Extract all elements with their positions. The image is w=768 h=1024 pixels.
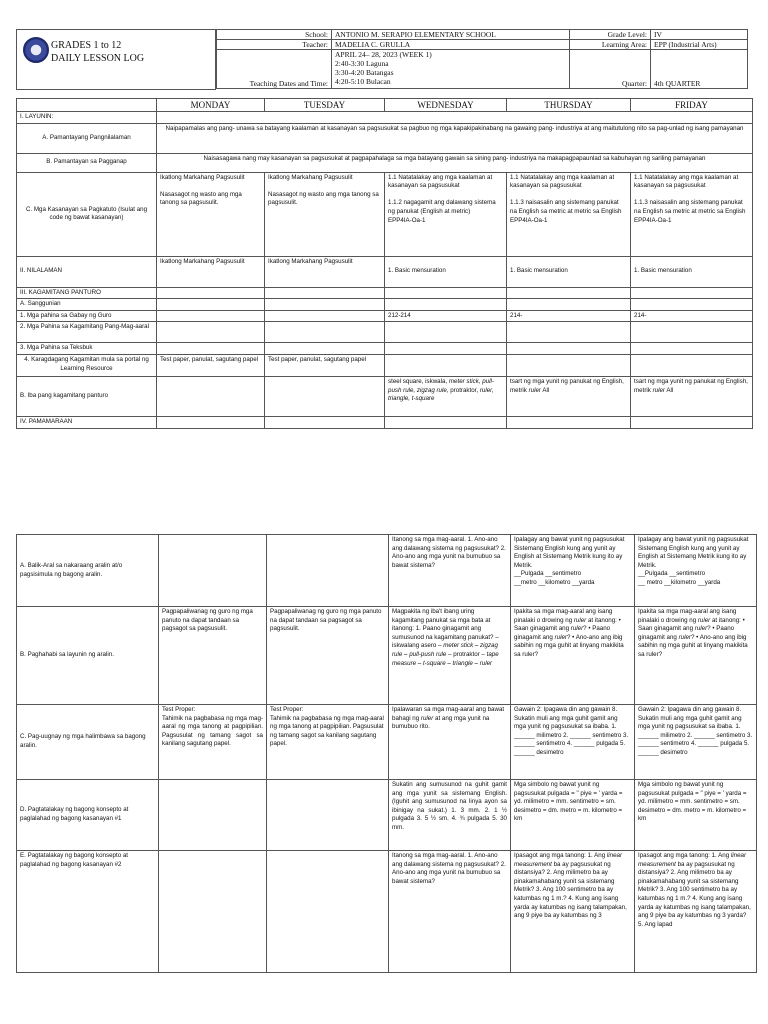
blank-cell bbox=[157, 287, 265, 299]
blank-cell bbox=[157, 322, 265, 343]
blank-cell bbox=[265, 376, 385, 416]
blank-cell bbox=[157, 416, 265, 428]
text-run-italic: linear measurement bbox=[638, 852, 747, 868]
text-run: Ipakita sa mga mag-aaral ang isang pinalaki o drowing ng bbox=[514, 608, 613, 624]
text-run: tsart ng mga yunit ng panukat ng English, metrik bbox=[634, 377, 748, 394]
row-label-teksbuk: 3. Mga Pahina sa Teksbuk bbox=[17, 343, 157, 355]
pag-uugnay-wednesday bbox=[389, 705, 511, 780]
pagtatalakay-1-friday: Mga simbolo ng bawat yunit ng pagsusukat pulgada = " piye = ' yarda = yd. milimetro = mm. sentimetro = sm. desimetro = dm. metro = m. kilometro = km bbox=[635, 780, 757, 851]
log-title bbox=[51, 39, 144, 65]
blank-cell bbox=[385, 287, 507, 299]
iba-pa-friday bbox=[631, 376, 753, 416]
text-run: All bbox=[540, 386, 550, 394]
deped-seal-icon bbox=[23, 37, 49, 63]
text-run: steel square, iskwala, bbox=[388, 377, 449, 385]
learning-area-value: EPP (Industrial Arts) bbox=[651, 40, 748, 50]
paghahabi-friday bbox=[635, 607, 757, 705]
blank-cell bbox=[385, 354, 507, 376]
blank-cell bbox=[631, 299, 753, 311]
day-monday: MONDAY bbox=[157, 99, 265, 112]
nilalaman-tuesday: Ikatlong Markahang Pagsusulit bbox=[265, 256, 385, 287]
teacher-label: Teacher: bbox=[217, 40, 332, 50]
blank-cell bbox=[157, 299, 265, 311]
grade-level-label: Grade Level: bbox=[570, 30, 651, 40]
blank-cell bbox=[265, 299, 385, 311]
text-run: All bbox=[664, 386, 674, 394]
kasanayan-tuesday: Ikatlong Markahang Pagsusulit Nasasagot ng wasto ang mga tanong sa pagsusulit. bbox=[265, 172, 385, 256]
row-label-pamantayan-sa-pagganap: B. Pamantayan sa Pagganap bbox=[17, 153, 157, 172]
teaching-dates-value bbox=[332, 50, 570, 89]
blank-cell bbox=[385, 299, 507, 311]
nilalaman-thursday: 1. Basic mensuration bbox=[507, 256, 631, 287]
blank-cell bbox=[159, 780, 267, 851]
gabay-friday: 214- bbox=[631, 310, 753, 322]
row-label-balik-aral: A. Balik-Aral sa nakaraang aralin at/o pagsisimula ng bagong aralin. bbox=[17, 535, 159, 607]
paghahabi-wednesday bbox=[389, 607, 511, 705]
paghahabi-thursday bbox=[511, 607, 635, 705]
blank-cell bbox=[631, 322, 753, 343]
text-run: protraktor, bbox=[448, 386, 480, 394]
text-run: – protraktor – bbox=[446, 650, 487, 658]
row-label-gabay-ng-guro: 1. Mga pahina sa Gabay ng Guro bbox=[17, 310, 157, 322]
corner-cell bbox=[17, 99, 157, 112]
text-run-italic: ruler bbox=[573, 616, 587, 624]
blank-cell bbox=[507, 343, 631, 355]
row-label-pagtatalakay-1: D. Pagtatalakay ng bagong konsepto at paglalahad ng bagong kasanayan #1 bbox=[17, 780, 159, 851]
text-run: ? • Ano-ano ang ibig sabihin ng mga guhit at linyang makikita sa ruler? bbox=[638, 633, 748, 658]
text-run-italic: tape measure – t-square – triangle – ruler bbox=[392, 650, 499, 667]
day-friday: FRIDAY bbox=[631, 99, 753, 112]
row-label-nilalaman: II. NILALAMAN bbox=[17, 256, 157, 287]
text-run-italic: ruler bbox=[697, 616, 711, 624]
title-grades: GRADES 1 to 12 bbox=[51, 40, 122, 51]
row-label-pamantayang-pangnilalaman: A. Pamantayang Pangnilalaman bbox=[17, 123, 157, 153]
blank-cell bbox=[267, 535, 389, 607]
pag-uugnay-monday: Test Proper: Tahimik na pagbabasa ng mga mag-aaral ng mga tanong at pagpipilian. Pagsusulat ng tamang sagot sa kanilang sagutang papel. bbox=[159, 705, 267, 780]
time-laguna: 2:40-3:30 Laguna bbox=[335, 59, 389, 68]
teaching-dates-label: Teaching Dates and Time: bbox=[217, 50, 332, 89]
iba-pa-thursday bbox=[507, 376, 631, 416]
pag-uugnay-friday: Gawain 2: Ipagawa din ang gawain 8. Sukatin muli ang mga guhit gamit ang mga yunit ng pagsusukat sa ibaba. 1. ______ milimetro 2. ______ sentimetro 3. ______ sentimetro 4. ______ pulgada 5. ______ desimetro bbox=[635, 705, 757, 780]
blank-cell bbox=[385, 322, 507, 343]
pag-uugnay-thursday: Gawain 2: Ipagawa din ang gawain 8. Sukatin muli ang mga guhit gamit ang mga yunit ng pagsusukat sa ibaba. 1. ______ milimetro 2. ______ sentimetro 3. ______ sentimetro 4. ______ pulgada 5. ______ desimetro bbox=[511, 705, 635, 780]
nilalaman-wednesday: 1. Basic mensuration bbox=[385, 256, 507, 287]
text-run: Ipasagot ang mga tanong: 1. Ang bbox=[514, 852, 607, 859]
text-run-italic: ruler bbox=[694, 625, 708, 633]
text-run: Magpakita ng iba't ibang uring kagamitang panukat sa mga bata at itanong: 1. Paano ginagamit ang sumusunod na kagamitang panukat? – iskwalang asero – bbox=[392, 608, 499, 650]
kasanayan-monday: Ikatlong Markahang Pagsusulit Nasasagot ng wasto ang mga tanong sa pagsusulit. bbox=[157, 172, 265, 256]
row-label-iba-pang-kagamitan: B. Iba pang kagamitang panturo bbox=[17, 376, 157, 416]
blank-cell bbox=[157, 376, 265, 416]
blank-cell bbox=[157, 343, 265, 355]
blank-cell bbox=[157, 310, 265, 322]
day-tuesday: TUESDAY bbox=[265, 99, 385, 112]
teacher-value: MADELIA C. GRULLA bbox=[332, 40, 570, 50]
nilalaman-friday: 1. Basic mensuration bbox=[631, 256, 753, 287]
text-run: Ipalawaran sa mga mag-aaral ang bawat bahagi ng bbox=[392, 706, 505, 722]
text-run-italic: ruler bbox=[652, 386, 665, 394]
blank-cell bbox=[507, 299, 631, 311]
row-label-pag-uugnay: C. Pag-uugnay ng mga halimbawa sa bagong aralin. bbox=[17, 705, 159, 780]
paghahabi-monday: Pagpapaliwanag ng guro ng mga panuto na dapat tandaan sa pagsagot sa pagsusulit. bbox=[159, 607, 267, 705]
header-info-table bbox=[216, 29, 748, 89]
blank-cell bbox=[385, 343, 507, 355]
blank-cell bbox=[265, 310, 385, 322]
text-run: ba ay pagsusukat ng distansiya? 2. Ang milimetro ba ay pinakamahabang yunit sa sistemang Metrik? 3. Ang 100 sentimetro ba ay katumbas ng 1 m.? 4. Kung ang isang yarda ay katumbas ng isang talampakan, ang 9 piye ba ay katumbas ng 3 bbox=[514, 860, 627, 920]
text-run: at ang mga yunit na bumubuo rito. bbox=[392, 714, 490, 731]
blank-cell bbox=[507, 322, 631, 343]
blank-cell bbox=[265, 343, 385, 355]
text-run: Ipakita sa mga mag-aaral ang isang pinalaki o drowing ng bbox=[638, 608, 737, 624]
row-label-paghahabi: B. Paghahabi sa layunin ng aralin. bbox=[17, 607, 159, 705]
blank-cell bbox=[631, 354, 753, 376]
lesson-log-table-1 bbox=[16, 98, 753, 429]
blank-cell bbox=[631, 343, 753, 355]
text-run: Ipasagot ang mga tanong: 1. Ang bbox=[638, 852, 731, 859]
blank-cell bbox=[159, 851, 267, 973]
school-label: School: bbox=[217, 30, 332, 40]
section-kagamitang-panturo: III. KAGAMITANG PANTURO bbox=[17, 287, 157, 299]
nilalaman-monday: Ikatlong Markahang Pagsusulit bbox=[157, 256, 265, 287]
grade-level-value: IV bbox=[651, 30, 748, 40]
pagtatalakay-2-thursday bbox=[511, 851, 635, 973]
time-batangas: 3:30-4:20 Batangas bbox=[335, 68, 394, 77]
text-run-italic: ruler bbox=[678, 633, 691, 641]
blank-cell bbox=[265, 416, 385, 428]
text-run: ? • Paano ginagamit ang bbox=[638, 625, 735, 641]
text-run: at itanong: • Saan ginagamit ang bbox=[514, 616, 621, 633]
quarter-label: Quarter: bbox=[570, 50, 651, 89]
day-thursday: THURSDAY bbox=[507, 99, 631, 112]
blank-cell bbox=[267, 851, 389, 973]
karagdagang-tuesday: Test paper, panulat, sagutang papel bbox=[265, 354, 385, 376]
learning-area-label: Learning Area: bbox=[570, 40, 651, 50]
text-run-italic: ruler bbox=[528, 386, 541, 394]
text-run-italic: ruler, triangle, t-square bbox=[388, 386, 494, 403]
pagtatalakay-1-thursday: Mga simbolo ng bawat yunit ng pagsusukat pulgada = " piye = ' yarda = yd. milimetro = mm. sentimetro = sm. desimetro = dm. metro = m. kilometro = km bbox=[511, 780, 635, 851]
lesson-log-table-2 bbox=[16, 534, 757, 973]
time-bulacan: 4:20-5:10 Bulacan bbox=[335, 77, 391, 86]
pag-uugnay-tuesday: Test Proper: Tahimik na pagbabasa ng mga mag-aaral ng mga tanong at pagpipilian. Pagsusulat ng tamang sagot sa kanilang sagutang papel. bbox=[267, 705, 389, 780]
quarter-value: 4th QUARTER bbox=[651, 50, 748, 89]
text-run: ? • Paano ginagamit ang bbox=[514, 625, 611, 641]
text-run-italic: meter stick, pull-push rule, zigzag rule, bbox=[388, 377, 494, 394]
balik-aral-wednesday: Itanong sa mga mag-aaral. 1. Ano-ano ang dalawang sistema ng pagsusukat? 2. Ano-ano ang mga yunit na bumubuo sa bawat sistema? bbox=[389, 535, 511, 607]
blank-cell bbox=[507, 416, 631, 428]
blank-cell bbox=[267, 780, 389, 851]
pagtatalakay-1-wednesday: Sukatin ang sumusunod na guhit gamit ang mga yunit sa sistemang English. (Iguhit ang sumusunod na linya ayon sa ibinigay na sukat.) 1. 3 mm. 2. 1 ½ pulgada 3. 5 ½ sm. 4. ¾ pulgada 5. 30 mm. bbox=[389, 780, 511, 851]
pamantayang-pangnilalaman-text: Naipapamalas ang pang- unawa sa batayang kaalaman at kasanayan sa pagsusukat sa pagbuo ng mga kapakipakinabang na gawaing pang- industriya at ang maitutulong nito sa pag-unlad ng isang pamayanan bbox=[157, 123, 753, 153]
gabay-thursday: 214- bbox=[507, 310, 631, 322]
row-label-pagtatalakay-2: E. Pagtatalakay ng bagong konsepto at paglalahad ng bagong kasanayan #2 bbox=[17, 851, 159, 973]
title-daily-lesson-log: DAILY LESSON LOG bbox=[51, 53, 145, 64]
title-box bbox=[16, 29, 216, 90]
text-run-italic: ruler bbox=[420, 714, 434, 722]
text-run-italic: linear measurement bbox=[514, 852, 623, 868]
row-label-karagdagang-kagamitan: 4. Karagdagang Kagamitan mula sa portal ng Learning Resource bbox=[17, 354, 157, 376]
pagtatalakay-2-wednesday: Itanong sa mga mag-aaral. 1. Ano-ano ang dalawang sistema ng pagsusukat? 2. Ano-ano ang mga yunit na bumubuo sa bawat sistema? bbox=[389, 851, 511, 973]
paghahabi-tuesday: Pagpapaliwanag ng guro ng mga panuto na dapat tandaan sa pagsagot sa pagsusulit. bbox=[267, 607, 389, 705]
blank-cell bbox=[385, 416, 507, 428]
blank-cell bbox=[631, 287, 753, 299]
kasanayan-friday: 1.1 Natatalakay ang mga kaalaman at kasanayan sa pagsusukat 1.1.3 naisasalin ang sistemang panukat na English sa metric at metric sa English EPP4IA-Oa-1 bbox=[631, 172, 753, 256]
kasanayan-wednesday: 1.1 Natatalakay ang mga kaalaman at kasanayan sa pagsusukat 1.1.2 nagagamit ang dalawang sistema ng panukat (English at metric) EPP4IA-Oa-1 bbox=[385, 172, 507, 256]
row-label-kagamitang-pang-mag-aaral: 2. Mga Pahina sa Kagamitang Pang-Mag-aaral bbox=[17, 322, 157, 343]
row-label-sanggunian: A. Sanggunian bbox=[17, 299, 157, 311]
text-run: tsart ng mga yunit ng panukat ng English, metrik bbox=[510, 377, 624, 394]
row-label-kasanayan: C. Mga Kasanayan sa Pagkatuto (Isulat ang code ng bawat kasanayan) bbox=[17, 172, 157, 256]
karagdagang-monday: Test paper, panulat, sagutang papel bbox=[157, 354, 265, 376]
text-run-italic: ruler bbox=[570, 625, 584, 633]
text-run-italic: ruler bbox=[554, 633, 567, 641]
section-pamamaraan: IV. PAMAMARAAN bbox=[17, 416, 157, 428]
blank-cell bbox=[507, 354, 631, 376]
section-layunin: I. LAYUNIN: bbox=[17, 112, 157, 124]
balik-aral-thursday: Ipalagay ang bawat yunit ng pagsusukat Sistemang English kung ang yunit ay English at Sistemang Metrik kung ito ay Metrik. __Pulgada __sentimetro __metro __kilometro __yarda bbox=[511, 535, 635, 607]
school-value: ANTONIO M. SERAPIO ELEMENTARY SCHOOL bbox=[332, 30, 570, 40]
day-wednesday: WEDNESDAY bbox=[385, 99, 507, 112]
blank-cell bbox=[159, 535, 267, 607]
text-run: ? • Ano-ano ang ibig sabihin ng mga guhit at linyang makikita sa ruler? bbox=[514, 633, 624, 658]
pagtatalakay-2-friday bbox=[635, 851, 757, 973]
balik-aral-friday: Ipalagay ang bawat yunit ng pagsusukat Sistemang English kung ang yunit ay English at Sistemang Metrik kung ito ay Metrik. __Pulgada __sentimetro __ metro __kilometro __yarda bbox=[635, 535, 757, 607]
blank-cell bbox=[631, 416, 753, 428]
text-run: at itanong: • Saan ginagamit ang bbox=[638, 616, 745, 633]
text-run: ba ay pagsusukat ng distansiya? 2. Ang milimetro ba ay pinakamahabang yunit sa sistemang Metrik? 3. Ang 100 sentimetro ba ay katumbas ng 1 m.? 4. Kung ang isang yarda ay katumbas ng isang talampakan, ang 9 piye ba ay katumbas ng 3 yarda? 5. Ang lapad bbox=[638, 860, 751, 928]
iba-pa-wednesday bbox=[385, 376, 507, 416]
date-range: APRIL 24– 28, 2023 (WEEK 1) bbox=[335, 50, 432, 59]
dll-header bbox=[16, 29, 748, 90]
blank-cell bbox=[265, 287, 385, 299]
text-run-italic: meter stick – zigzag rule – pull-push rule bbox=[392, 642, 498, 658]
blank-cell bbox=[507, 287, 631, 299]
gabay-wednesday: 212-214 bbox=[385, 310, 507, 322]
layunin-blank bbox=[157, 112, 753, 124]
blank-cell bbox=[265, 322, 385, 343]
kasanayan-thursday: 1.1 Natatalakay ang mga kaalaman at kasanayan sa pagsusukat 1.1.3 naisasalin ang sistemang panukat na English sa metric at metric sa English EPP4IA-Oa-1 bbox=[507, 172, 631, 256]
pamantayan-sa-pagganap-text: Naisasagawa nang may kasanayan sa pagsusukat at pagpapahalaga sa mga batayang gawain sa sining pang- industriya na makapagpapaunlad sa kabuhayan ng sariling pamayanan bbox=[157, 153, 753, 172]
